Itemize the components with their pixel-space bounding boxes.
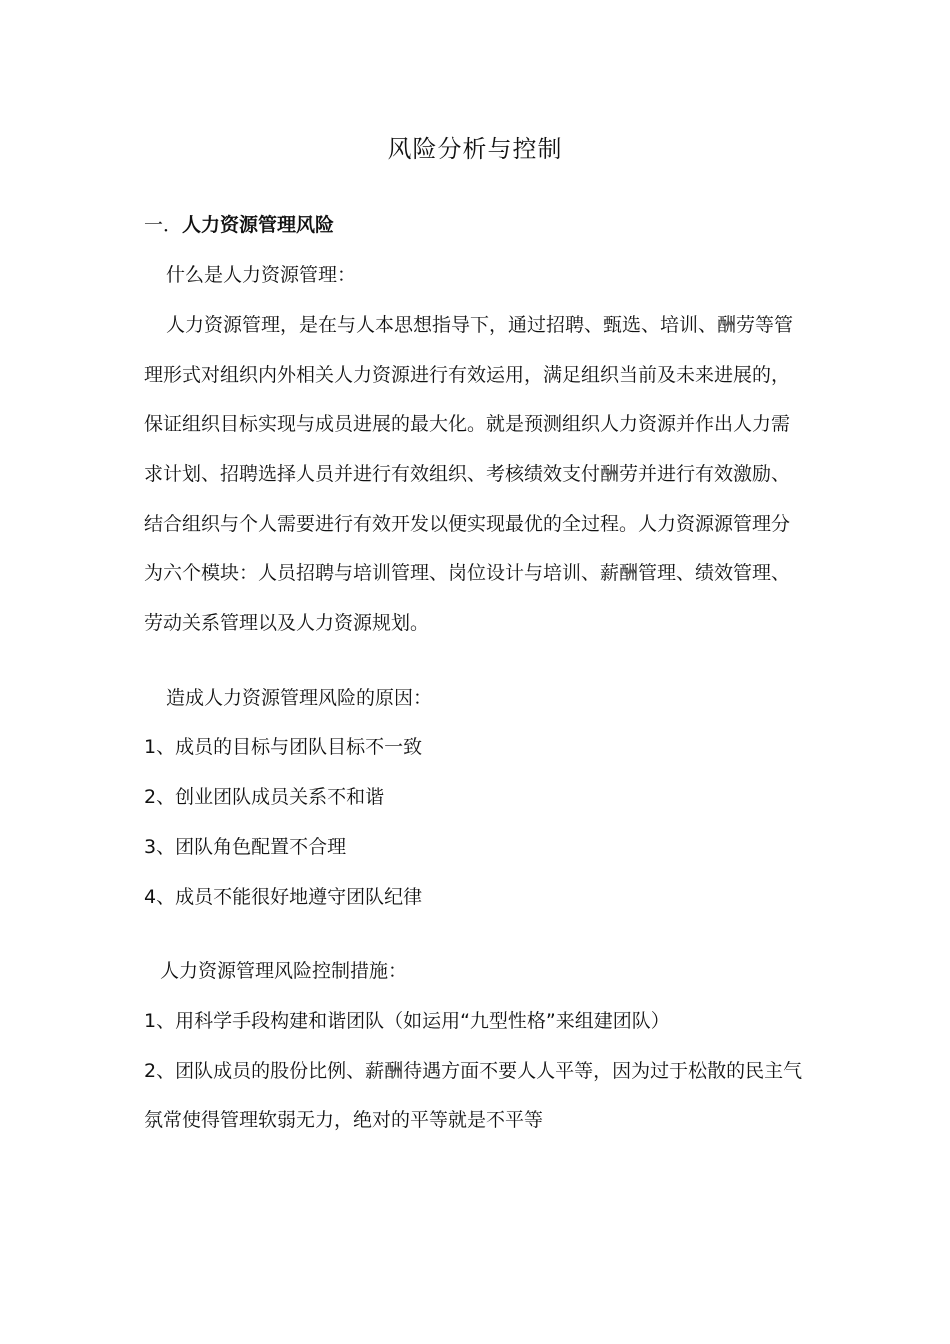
section-heading: [144, 211, 334, 239]
measure-line: 2、团队成员的股份比例、薪酬待遇方面不要人人平等，因为过于松散的民主气: [144, 1060, 803, 1082]
what-is-label: 什么是人力资源管理：: [166, 264, 357, 286]
definition-line: 保证组织目标实现与成员进展的最大化。就是预测组织人力资源并作出人力需: [144, 413, 791, 435]
definition-line: 人力资源管理，是在与人本思想指导下，通过招聘、甄选、培训、酬劳等管: [166, 314, 794, 336]
measure-line: 氛常使得管理软弱无力，绝对的平等就是不平等: [144, 1109, 544, 1131]
measure-line: 1、用科学手段构建和谐团队（如运用“九型性格”来组建团队）: [144, 1010, 670, 1032]
cause-item: 2、创业团队成员关系不和谐: [144, 786, 385, 808]
section-number: 一．: [144, 214, 183, 236]
definition-line: 理形式对组织内外相关人力资源进行有效运用，满足组织当前及未来进展的，: [144, 364, 791, 386]
definition-line: 为六个模块：人员招聘与培训管理、岗位设计与培训、薪酬管理、绩效管理、: [144, 562, 791, 584]
definition-line: 求计划、招聘选择人员并进行有效组织、考核绩效支付酬劳并进行有效激励、: [144, 463, 791, 485]
definition-line: 结合组织与个人需要进行有效开发以便实现最优的全过程。人力资源源管理分: [144, 513, 791, 535]
cause-item: 3、团队角色配置不合理: [144, 836, 347, 858]
measures-label: 人力资源管理风险控制措施：: [160, 960, 408, 982]
section-heading-text: 人力资源管理风险: [182, 214, 335, 236]
cause-item: 4、成员不能很好地遵守团队纪律: [144, 886, 423, 908]
definition-line: 劳动关系管理以及人力资源规划。: [144, 612, 430, 634]
document-title: 风险分析与控制: [387, 135, 563, 163]
cause-item: 1、成员的目标与团队目标不一致: [144, 736, 423, 758]
causes-label: 造成人力资源管理风险的原因：: [166, 687, 433, 709]
